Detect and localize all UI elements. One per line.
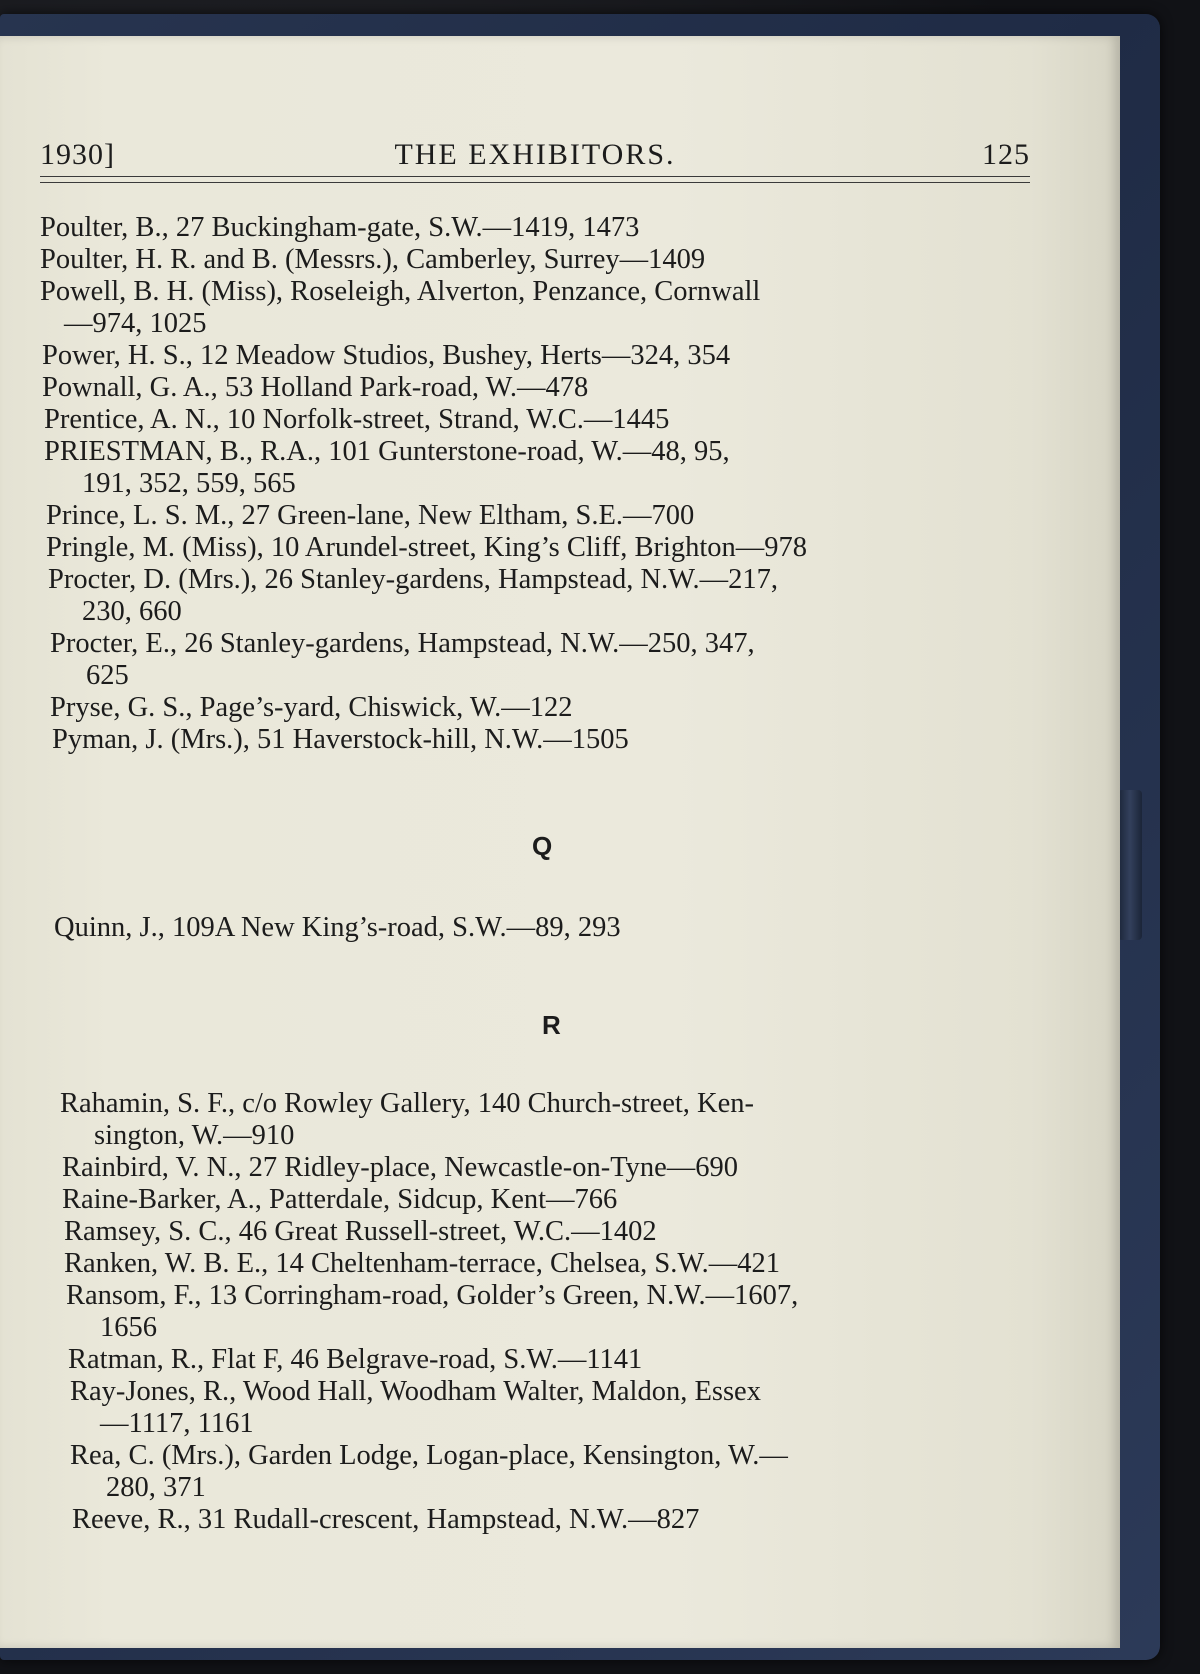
entry-continuation-line: 230, 660	[82, 596, 182, 627]
entry-line: Rea, C. (Mrs.), Garden Lodge, Logan-place, Kensington, W.—	[70, 1440, 788, 1471]
entry-continuation-line: 191, 352, 559, 565	[82, 468, 296, 499]
book-page	[0, 36, 1120, 1648]
entry-continuation-line: —1117, 1161	[100, 1408, 254, 1439]
entry-line: PRIESTMAN, B., R.A., 101 Gunterstone-road, W.—48, 95,	[44, 436, 730, 467]
entry-line: Reeve, R., 31 Rudall-crescent, Hampstead, N.W.—827	[72, 1504, 700, 1535]
entry-line: Pryse, G. S., Page’s-yard, Chiswick, W.—122	[50, 692, 573, 723]
entry-line: Prentice, A. N., 10 Norfolk-street, Strand, W.C.—1445	[44, 404, 670, 435]
entry-continuation-line: —974, 1025	[64, 308, 207, 339]
page-number: 125	[982, 138, 1030, 171]
entry-line: Pownall, G. A., 53 Holland Park-road, W.—478	[42, 372, 589, 403]
entry-line: Quinn, J., 109A New King’s-road, S.W.—89, 293	[54, 912, 621, 943]
entry-line: Rainbird, V. N., 27 Ridley-place, Newcastle-on-Tyne—690	[62, 1152, 739, 1183]
entry-line: Poulter, H. R. and B. (Messrs.), Camberley, Surrey—1409	[40, 244, 706, 275]
entry-line: Ramsey, S. C., 46 Great Russell-street, W.C.—1402	[64, 1216, 657, 1247]
entry-continuation-line: sington, W.—910	[94, 1120, 295, 1151]
entry-line: Poulter, B., 27 Buckingham-gate, S.W.—1419, 1473	[40, 212, 640, 243]
entry-continuation-line: 1656	[100, 1312, 157, 1343]
entry-line: Ranken, W. B. E., 14 Cheltenham-terrace, Chelsea, S.W.—421	[64, 1248, 781, 1279]
entry-continuation-line: 280, 371	[106, 1472, 206, 1503]
entry-line: Raine-Barker, A., Patterdale, Sidcup, Kent—766	[62, 1184, 618, 1215]
entry-line: Ray-Jones, R., Wood Hall, Woodham Walter, Maldon, Essex	[70, 1376, 761, 1407]
entry-line: Powell, B. H. (Miss), Roseleigh, Alverton, Penzance, Cornwall	[40, 276, 761, 307]
entry-line: Pringle, M. (Miss), 10 Arundel-street, King’s Cliff, Brighton—978	[46, 532, 808, 563]
header-rule-bottom	[40, 182, 1030, 183]
entry-line: Ratman, R., Flat F, 46 Belgrave-road, S.W.—1141	[68, 1344, 643, 1375]
cover-clasp	[1118, 790, 1142, 940]
running-head-title: THE EXHIBITORS.	[394, 138, 676, 171]
entry-line: Pyman, J. (Mrs.), 51 Haverstock-hill, N.W.—1505	[52, 724, 629, 755]
header-rule-top	[40, 176, 1030, 177]
section-heading-r: R	[542, 1010, 561, 1040]
running-head	[40, 138, 1030, 178]
section-heading-q: Q	[532, 831, 553, 861]
running-head-year: 1930]	[40, 138, 115, 171]
entry-line: Rahamin, S. F., c/o Rowley Gallery, 140 Church-street, Ken-	[60, 1088, 754, 1119]
entry-continuation-line: 625	[86, 660, 129, 691]
entry-line: Procter, E., 26 Stanley-gardens, Hampstead, N.W.—250, 347,	[50, 628, 755, 659]
entry-line: Prince, L. S. M., 27 Green-lane, New Eltham, S.E.—700	[46, 500, 695, 531]
entry-line: Ransom, F., 13 Corringham-road, Golder’s Green, N.W.—1607,	[66, 1280, 799, 1311]
entry-line: Power, H. S., 12 Meadow Studios, Bushey, Herts—324, 354	[42, 340, 731, 371]
entry-line: Procter, D. (Mrs.), 26 Stanley-gardens, Hampstead, N.W.—217,	[48, 564, 778, 595]
